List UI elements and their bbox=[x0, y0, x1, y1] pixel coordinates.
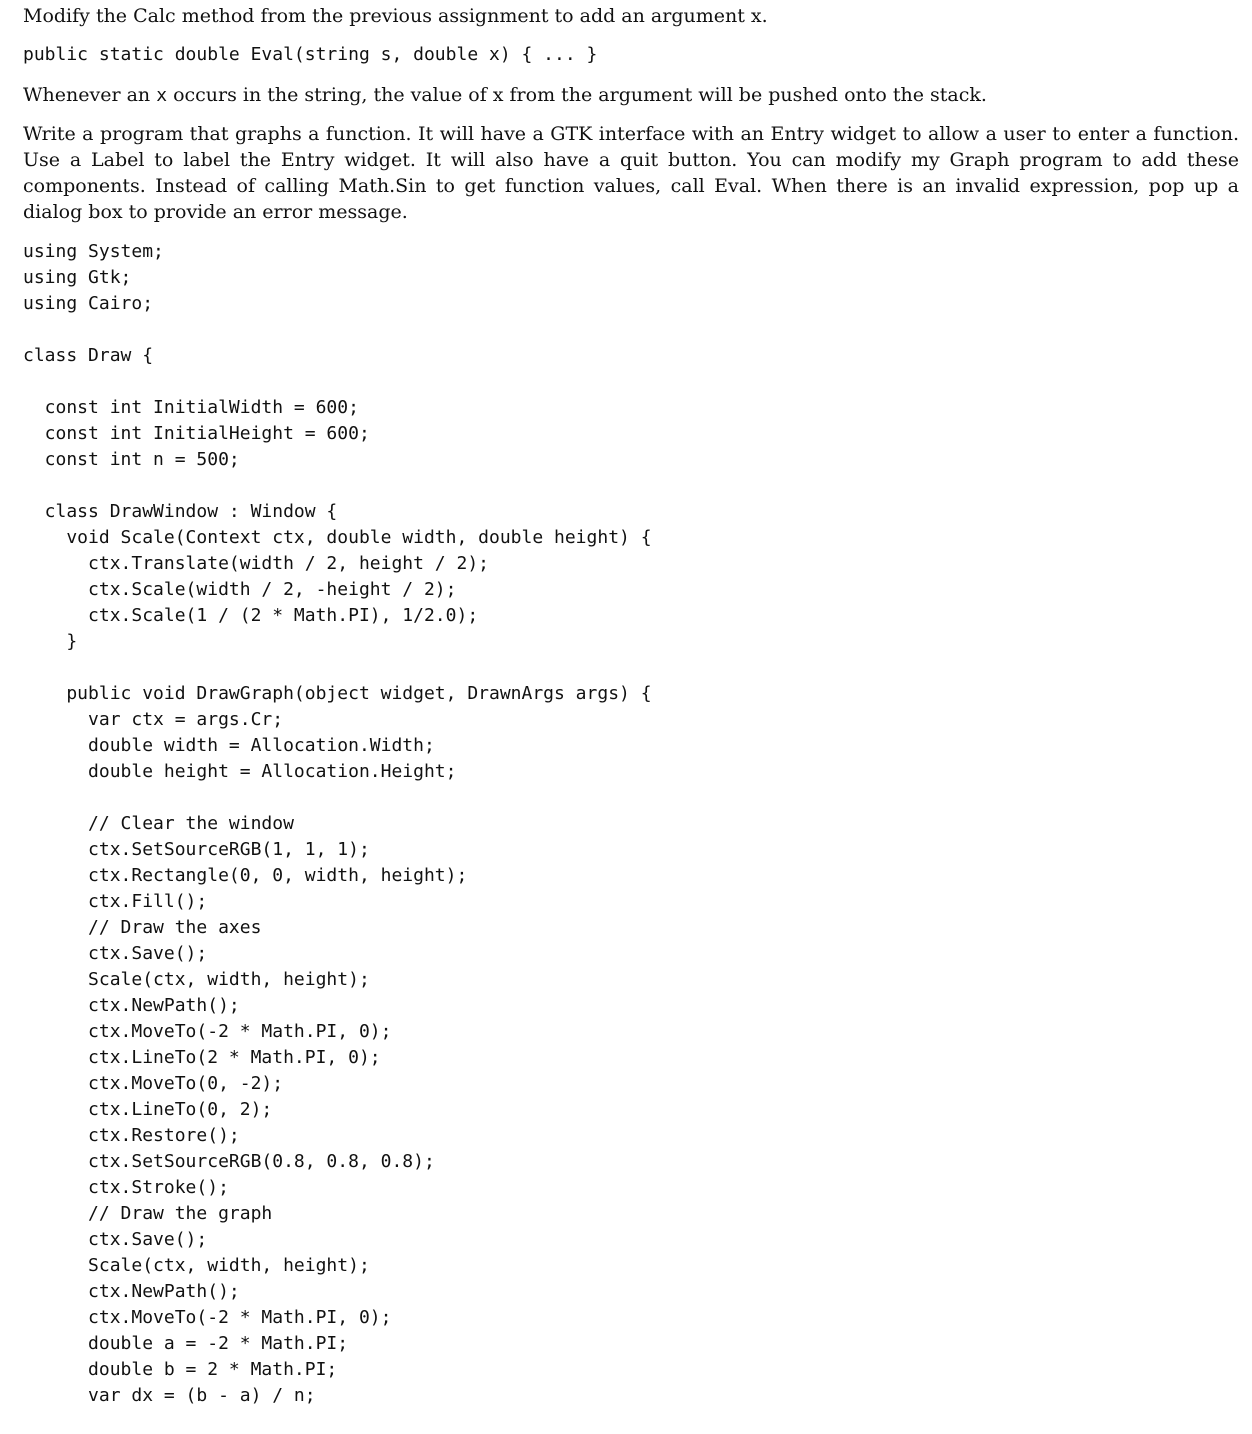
code-line: double b = 2 * Math.PI; bbox=[23, 1359, 338, 1380]
code-line: ctx.NewPath(); bbox=[23, 1281, 240, 1302]
code-line: ctx.Restore(); bbox=[23, 1125, 240, 1146]
task-paragraph: Write a program that graphs a function. It will have a GTK interface with an Entry widget to allow a user to enter a function. Use a Label to label the Entry widget. It will also have a quit button. You can modify my Graph program to add these components. Instead of calling Math.Sin to get function values, call Eval. When there is an invalid expression, pop up a dialog box to provide an error message. bbox=[23, 123, 1239, 223]
code-line: Scale(ctx, width, height); bbox=[23, 1255, 370, 1276]
eval-signature: public static double Eval(string s, double x) { ... } bbox=[23, 44, 598, 65]
code-line: ctx.MoveTo(0, -2); bbox=[23, 1073, 284, 1094]
code-line bbox=[23, 655, 652, 681]
code-line: ctx.Scale(1 / (2 * Math.PI), 1/2.0); bbox=[23, 605, 479, 626]
x-inline-code: x bbox=[156, 85, 168, 106]
code-line: public void DrawGraph(object widget, DrawnArgs args) { bbox=[23, 683, 652, 704]
code-line bbox=[23, 473, 652, 499]
code-line: Scale(ctx, width, height); bbox=[23, 969, 370, 990]
code-line: ctx.Rectangle(0, 0, width, height); bbox=[23, 865, 468, 886]
code-line: } bbox=[23, 631, 78, 652]
code-line: ctx.Stroke(); bbox=[23, 1177, 229, 1198]
code-line: using Gtk; bbox=[23, 267, 132, 288]
x-explanation-end: occurs in the string, the value of x from the argument will be pushed onto the stack. bbox=[167, 84, 987, 106]
code-line: using Cairo; bbox=[23, 293, 154, 314]
code-line: ctx.Save(); bbox=[23, 943, 208, 964]
code-line: ctx.LineTo(2 * Math.PI, 0); bbox=[23, 1047, 381, 1068]
code-line: const int InitialHeight = 600; bbox=[23, 423, 370, 444]
code-line: const int n = 500; bbox=[23, 449, 240, 470]
code-line: double a = -2 * Math.PI; bbox=[23, 1333, 349, 1354]
code-line bbox=[23, 369, 652, 395]
code-line: // Draw the axes bbox=[23, 917, 262, 938]
x-explanation-start: Whenever an bbox=[23, 84, 157, 106]
intro-sentence: Modify the Calc method from the previous assignment to add an argument x. bbox=[23, 5, 768, 27]
code-line: ctx.NewPath(); bbox=[23, 995, 240, 1016]
code-line: ctx.MoveTo(-2 * Math.PI, 0); bbox=[23, 1307, 392, 1328]
code-line: ctx.Translate(width / 2, height / 2); bbox=[23, 553, 489, 574]
code-line bbox=[23, 317, 652, 343]
code-line: void Scale(Context ctx, double width, double height) { bbox=[23, 527, 652, 548]
code-line: class DrawWindow : Window { bbox=[23, 501, 338, 522]
code-line: ctx.Fill(); bbox=[23, 891, 208, 912]
code-line: const int InitialWidth = 600; bbox=[23, 397, 359, 418]
code-line: using System; bbox=[23, 241, 164, 262]
code-line: ctx.LineTo(0, 2); bbox=[23, 1099, 273, 1120]
code-line: ctx.Save(); bbox=[23, 1229, 208, 1250]
x-explanation bbox=[23, 82, 987, 109]
code-line: // Draw the graph bbox=[23, 1203, 273, 1224]
code-line: ctx.SetSourceRGB(1, 1, 1); bbox=[23, 839, 370, 860]
code-line: // Clear the window bbox=[23, 813, 294, 834]
code-line: ctx.MoveTo(-2 * Math.PI, 0); bbox=[23, 1021, 392, 1042]
code-line: ctx.SetSourceRGB(0.8, 0.8, 0.8); bbox=[23, 1151, 435, 1172]
code-line: var dx = (b - a) / n; bbox=[23, 1385, 316, 1406]
code-line: var ctx = args.Cr; bbox=[23, 709, 284, 730]
code-line: double width = Allocation.Width; bbox=[23, 735, 435, 756]
code-line bbox=[23, 785, 652, 811]
code-line: double height = Allocation.Height; bbox=[23, 761, 457, 782]
code-line: ctx.Scale(width / 2, -height / 2); bbox=[23, 579, 457, 600]
code-listing bbox=[23, 239, 652, 1409]
code-line: class Draw { bbox=[23, 345, 154, 366]
